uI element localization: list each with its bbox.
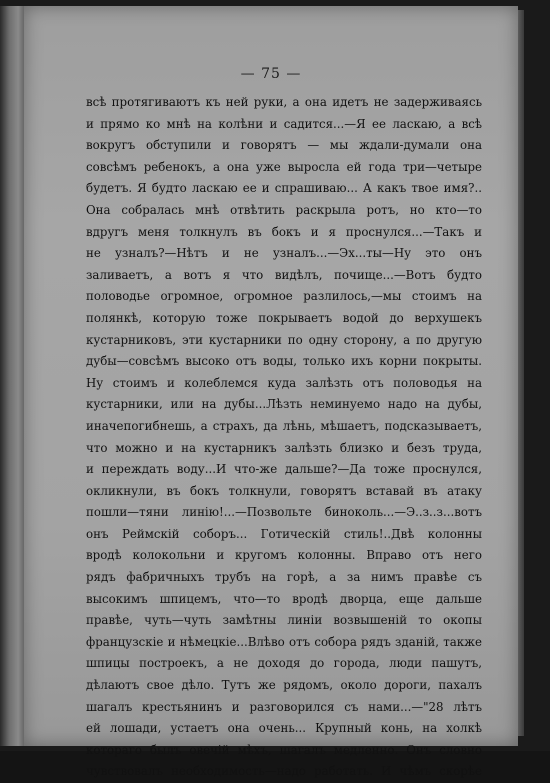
text-line: рядъ фабричныхъ трубъ на горѣ, а за нимъ правѣе съ <box>86 570 482 585</box>
text-line: окликнули, въ бокъ толкнули, говорятъ вставай въ атаку <box>86 483 482 498</box>
text-line: высокимъ шпицемъ, что—то вродѣ дворца, еще дальше <box>86 591 482 606</box>
text-line: и переждать воду...И что-же дальше?—Да тоже проснулся, <box>86 462 482 477</box>
text-line: дубы—совсѣмъ высоко отъ воды, только ихъ корни покрыты. <box>86 354 482 369</box>
text-line: всѣ протягиваютъ къ ней руки, а она идетъ не задерживаясь <box>86 95 482 109</box>
text-line: Она собралась мнѣ отвѣтить раскрыла ротъ, но кто—то <box>86 202 482 217</box>
text-line: вродѣ колокольни и кругомъ колонны. Вправо отъ него <box>86 548 482 563</box>
text-line: ей лошади, устаетъ она очень... Крупный конь, на холкѣ <box>86 721 482 736</box>
text-line: половодье огромное, огромное разлилось,—мы стоимъ на <box>86 289 482 304</box>
book-page <box>24 6 518 779</box>
text-line: Ну стоимъ и колеблемся куда залѣзть отъ половодья на <box>86 375 482 390</box>
text-line: онъ Реймскій соборъ... Готическій стиль!..Двѣ колонны <box>86 526 482 541</box>
page-number: — 75 — <box>240 66 302 82</box>
text-line: чувствовалъ необходимость—надо работать. И чѣмъ скорѣе <box>86 764 482 779</box>
text-line: кустарниковъ, эти кустарники по одну сторону, а по другую <box>86 332 482 347</box>
text-line: французскіе и нѣмецкіе...Влѣво отъ собора рядъ зданій, также <box>86 634 482 649</box>
text-line: вдругъ меня толкнулъ въ бокъ и я проснулся...—Такъ и <box>86 224 482 239</box>
text-line: правѣе, чуть—чуть замѣтны линіи возвышеній то окопы <box>86 613 482 628</box>
text-line: иначепогибнешь, а страхъ, да лѣнь, мѣшаетъ, подсказываетъ, <box>86 418 482 433</box>
text-line: котораго былъ овечій мѣхъ, шагалъ медленно. Онъ словно <box>86 742 482 757</box>
text-line: пошли—тяни линію!...—Позвольте биноколь...—Э..з..з...вотъ <box>86 505 482 520</box>
text-line: кустарники, или на дубы...Лѣзть неминуемо надо на дубы, <box>86 397 482 412</box>
text-line: заливаетъ, а вотъ я что видѣлъ, почище...—Вотъ будто <box>86 267 482 282</box>
page-body-text <box>86 92 482 783</box>
text-line: шагалъ крестьянинъ и разговорился съ нами...—"28 лѣтъ <box>86 699 482 714</box>
text-line: и прямо ко мнѣ на колѣни и садится...—Я ее ласкаю, а всѣ <box>86 116 482 131</box>
text-line: полянкѣ, которую тоже покрываетъ водой до верхушекъ <box>86 310 482 325</box>
text-line: дѣлаютъ свое дѣло. Тутъ же рядомъ, около дороги, пахалъ <box>86 678 482 693</box>
text-line: будетъ. Я будто ласкаю ее и спрашиваю... А какъ твое имя?.. <box>86 181 482 196</box>
text-line: шпицы построекъ, а не доходя до города, люди пашутъ, <box>86 656 482 671</box>
text-line: что можно и на кустарникъ залѣзть близко и безъ труда, <box>86 440 482 455</box>
text-line: вокругъ обступили и говорятъ — мы ждали-думали она <box>86 138 482 153</box>
text-line: совсѣмъ ребенокъ, а она уже выросла ей года три—четыре <box>86 159 482 174</box>
book-binding-edge <box>0 6 26 746</box>
text-line: не узналъ?—Нѣтъ и не узналъ...—Эх...ты—Ну это онъ <box>86 246 482 261</box>
